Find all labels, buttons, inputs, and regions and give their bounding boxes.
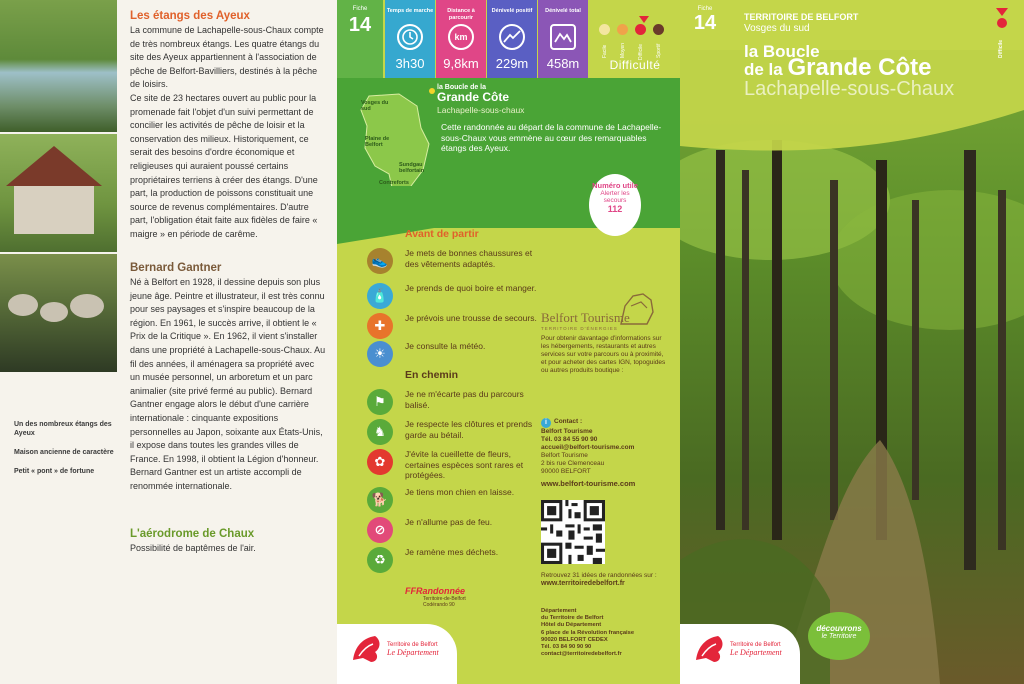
fiche-badge (337, 0, 383, 78)
stat-distance (436, 0, 486, 78)
stat-value: 3h30 (395, 56, 425, 71)
caption: Maison ancienne de caractère (14, 449, 114, 456)
km-icon: km (448, 24, 474, 50)
emergency-number: 112 (607, 204, 623, 214)
stat-label: Dénivelé positif (491, 8, 533, 14)
contact-website-link[interactable]: www.belfort-tourisme.com (541, 479, 636, 488)
middle-footer (337, 624, 457, 684)
section-body (130, 276, 326, 494)
intro-big-title: Grande Côte (437, 90, 510, 104)
intro-description: Cette randonnée au départ de la commune de Lachapelle-sous-Chaux vous emmène au cœur des remarquables étangs des Ayeux. (441, 122, 662, 153)
rule-item (367, 485, 527, 515)
rule-text: Je tiens mon chien en laisse. (405, 487, 515, 497)
dot-sport-icon (653, 24, 664, 35)
belfort-tourisme-logo (541, 292, 669, 326)
dot-easy-icon (599, 24, 610, 35)
rule-item (367, 417, 533, 447)
photo-column (0, 0, 117, 372)
departement-logo (694, 634, 782, 664)
fiche-label: Fiche (352, 6, 368, 12)
weather-icon: ☀ (367, 341, 393, 367)
section-title: Bernard Gantner (130, 262, 222, 274)
dot-hard-icon (635, 24, 646, 35)
rule-item (367, 515, 527, 545)
contact-title: Contact : (554, 418, 583, 425)
section-title: Les étangs des Ayeux (130, 10, 250, 22)
chemin-title: En chemin (405, 369, 459, 381)
map-label: Vosges du sud (361, 100, 389, 112)
section-etangs (130, 10, 326, 242)
stat-label: Dénivelé total (545, 8, 581, 14)
paragraph: La commune de Lachapelle-sous-Chaux compte de très nombreux étangs. Les quatre étangs du site des Ayeux appartiennent à l'association de pêche de Belfort-Bavilliers, destinés à la pêche de loisirs. (130, 25, 324, 90)
fence-icon: ♞ (367, 419, 393, 445)
departement-address (541, 608, 671, 658)
cover-footer (680, 624, 800, 684)
stone (40, 302, 68, 322)
contact-addr: Belfort Tourisme (541, 452, 588, 459)
caption: Un des nombreux étangs des Ayeux (14, 421, 112, 437)
belfort-tourisme-desc: Pour obtenir davantage d'informations sur les hébergements, restaurants et autres services sur votre parcours ou à proximité, et pour acheter des cartes IGN, topoguides ou autres produits boutique : (541, 335, 666, 374)
contact-tel: Tél. 03 84 55 90 90 (541, 436, 598, 443)
cover-top-bar (680, 0, 1024, 50)
rule-item (367, 545, 527, 575)
section-gantner (130, 262, 326, 494)
section-body (130, 24, 326, 242)
logo-text-a: Territoire de Belfort (387, 641, 438, 648)
contact-block (541, 418, 669, 488)
map-label: Contreforts (379, 180, 409, 186)
territory-label: TERRITOIRE DE BELFORT (744, 12, 859, 22)
dept-line: 6 place de la Révolution française (541, 629, 635, 636)
first-aid-icon: ✚ (367, 313, 393, 339)
clock-icon (397, 24, 423, 50)
difficulty-label: Difficulté (609, 58, 661, 72)
stone (70, 294, 104, 318)
cover-title (744, 44, 1024, 101)
path-icon: ⚑ (367, 389, 393, 415)
cover-title-line2b: Grande Côte (787, 54, 932, 81)
dept-email[interactable]: contact@territoiredebelfort.fr (541, 651, 622, 658)
ffr-logo-text: FFRandonnée (405, 586, 465, 596)
more-hikes-link[interactable]: www.territoiredebelfort.fr (541, 580, 625, 587)
trash-icon: ♻ (367, 547, 393, 573)
left-panel (0, 0, 337, 684)
stat-time (385, 0, 435, 78)
rule-item (367, 281, 537, 311)
ffrandonnee-logo (405, 586, 485, 616)
belfort-tourisme-name: Belfort Tourisme (541, 310, 630, 325)
right-panel-cover (680, 0, 1024, 684)
emergency-text: Alerter les secours (600, 190, 630, 204)
rules-list (367, 228, 537, 575)
ffr-sub-text: Territoire-de-Belfort Codérando 90 (423, 596, 466, 608)
difficulty-level: Difficile (638, 43, 644, 60)
decouvrons-text-a: découvrons (816, 624, 862, 633)
middle-panel (337, 0, 680, 684)
difficulty-box (589, 0, 680, 78)
intro-subtitle: Lachapelle-sous-chaux (437, 105, 525, 115)
difficulty-level: Moyen (620, 42, 626, 58)
difficulty-vertical-label: Difficile (998, 39, 1004, 58)
fiche-badge (680, 0, 730, 50)
stat-label: Distance à parcourir (447, 8, 475, 21)
fiche-number: 14 (693, 12, 717, 34)
difficulty-marker-icon (639, 16, 649, 23)
flower-icon: ✿ (367, 449, 393, 475)
rule-item (367, 387, 527, 417)
rule-text: Je prends de quoi boire et manger. (405, 283, 537, 293)
stats-header (337, 0, 680, 78)
difficulty-dots (595, 14, 675, 60)
logo-text-b: Le Département (730, 647, 782, 657)
intro-title (437, 84, 667, 115)
section-body (130, 542, 326, 556)
elevation-icon (499, 24, 525, 50)
difficulty-hard-icon (992, 6, 1012, 30)
lion-head-icon (351, 634, 383, 664)
dog-icon: 🐕 (367, 487, 393, 513)
rule-text: Je consulte la météo. (405, 341, 486, 351)
stone (8, 294, 38, 316)
shoes-icon: 👟 (367, 248, 393, 274)
more-hikes-text: Retrouvez 31 idées de randonnées sur : (541, 572, 657, 579)
fiche-number: 14 (348, 14, 372, 36)
info-icon: i (541, 418, 551, 428)
rule-item (367, 311, 537, 339)
rule-text: Je prévois une trousse de secours. (405, 313, 537, 323)
logo-text-a: Territoire de Belfort (730, 641, 781, 648)
paragraph: Ce site de 23 hectares ouvert au public pour la promenade fait l'objet d'un suivi permettant de concilier les activités de pêche de loisir et la conservation des milieux. Historiquement, ce serait des besoins d'ordre économique et religieuses qui auraient poussé certains propriétaires terriens à créer des étangs. D'une part, la production de poissons constituait une source de revenus complémentaires. D'autre part, l'obligation était faite aux fidèles de faire « maigre » en période de carême. (130, 92, 318, 239)
rule-text: Je ne m'écarte pas du parcours balisé. (405, 389, 524, 410)
dot-medium-icon (617, 24, 628, 35)
emergency-badge (589, 174, 641, 236)
contact-addr: 2 bis rue Clemenceau (541, 460, 605, 467)
stat-elevation-gain (487, 0, 537, 78)
rule-item (367, 246, 533, 281)
stat-elevation-total (538, 0, 588, 78)
caption: Petit « pont » de fortune (14, 468, 95, 475)
dept-line: du Territoire de Belfort (541, 615, 604, 622)
difficulty-level: Facile (602, 44, 608, 58)
location-dot-icon (429, 88, 435, 94)
rule-text: Je mets de bonnes chaussures et des vêtements adaptés. (405, 248, 533, 269)
house-wall (14, 186, 94, 234)
dept-line: Département (541, 608, 577, 614)
more-hikes-block (541, 572, 671, 588)
dept-line: Hôtel du Département (541, 622, 602, 629)
stat-label: Temps de marche (386, 8, 434, 14)
cover-title-line3: Lachapelle-sous-Chaux (744, 78, 955, 100)
qr-code-icon[interactable] (541, 500, 605, 564)
stat-value: 229m (495, 56, 529, 71)
dept-line: 90020 BELFORT CEDEX (541, 636, 608, 643)
contact-org: Belfort Tourisme (541, 428, 593, 435)
cover-title-line2 (744, 54, 1024, 81)
paragraph: Possibilité de baptêmes de l'air. (130, 543, 256, 553)
house-roof (6, 146, 102, 186)
stat-value: 9,8km (443, 56, 479, 71)
belfort-tourisme-sub: TERRITOIRE D'ÉNERGIES (541, 326, 618, 331)
contact-addr: 90000 BELFORT (541, 468, 591, 475)
departement-logo (351, 634, 439, 664)
photo-pond (0, 0, 117, 132)
rule-item (367, 339, 527, 369)
intro-small-title: la Boucle de la (437, 84, 487, 91)
logo-text-b: Le Département (387, 647, 439, 657)
emergency-title: Numéro utile (592, 181, 638, 190)
bottle-icon: 🧴 (367, 283, 393, 309)
cover-title-line1: la Boucle (744, 42, 820, 61)
rule-text: J'évite la cueillette de fleurs, certaines espèces sont rares et protégées. (405, 449, 524, 480)
difficulty-level: Sportif (656, 43, 662, 58)
avant-title: Avant de partir (405, 228, 479, 240)
section-aerodrome (130, 528, 326, 556)
section-title: L'aérodrome de Chaux (130, 528, 255, 540)
elevation-total-icon (550, 24, 576, 50)
stat-value: 458m (546, 56, 580, 71)
photo-stones (0, 254, 117, 372)
rule-text: Je n'allume pas de feu. (405, 517, 493, 527)
rule-item (367, 447, 527, 485)
photo-captions (14, 420, 114, 486)
dept-line: Tél. 03 84 90 90 90 (541, 644, 592, 651)
map-label: Sundgau belfortain (399, 162, 425, 174)
cover-title-line2a: de la (744, 60, 783, 79)
region-label: Vosges du sud (744, 23, 810, 34)
photo-house (0, 134, 117, 252)
rule-text: Je ramène mes déchets. (405, 547, 499, 557)
belfort-tourisme-block (541, 292, 669, 375)
fiche-label: Fiche (697, 6, 713, 12)
rule-text: Je respecte les clôtures et prends garde au bétail. (405, 419, 533, 440)
no-fire-icon: ⊘ (367, 517, 393, 543)
paragraph: Né à Belfort en 1928, il dessine depuis son plus jeune âge. Peintre et illustrateur, il est très connu pour ses paysages et s'inspire beaucoup de la région. En 1961, le succès arrive, il obtient le « Prix de la Critique ». En 1962, il vient s'installer dans une propriété à Lachapelle-sous-Chaux. Au fil des années, il aménagera sa propriété avec un musée personnel, un arboretum et un parc animalier (site privé fermé au public). Bernard Gantner engage alors le début d'une carrière internationale : cinquante expositions personnelles au Japon, soixante aux États-Unis, il expose dans toutes les grandes villes de France. En 1998, il obtient la Légion d'honneur. Bernard Gantner est un artiste accompli de renommée internationale. (130, 277, 326, 491)
lion-head-icon (694, 634, 726, 664)
decouvrons-text-b: le Territoire (821, 633, 857, 640)
map-label: Plaine de Belfort (365, 136, 390, 148)
contact-email[interactable]: accueil@belfort-tourisme.com (541, 444, 635, 451)
decouvrons-badge (808, 612, 870, 660)
